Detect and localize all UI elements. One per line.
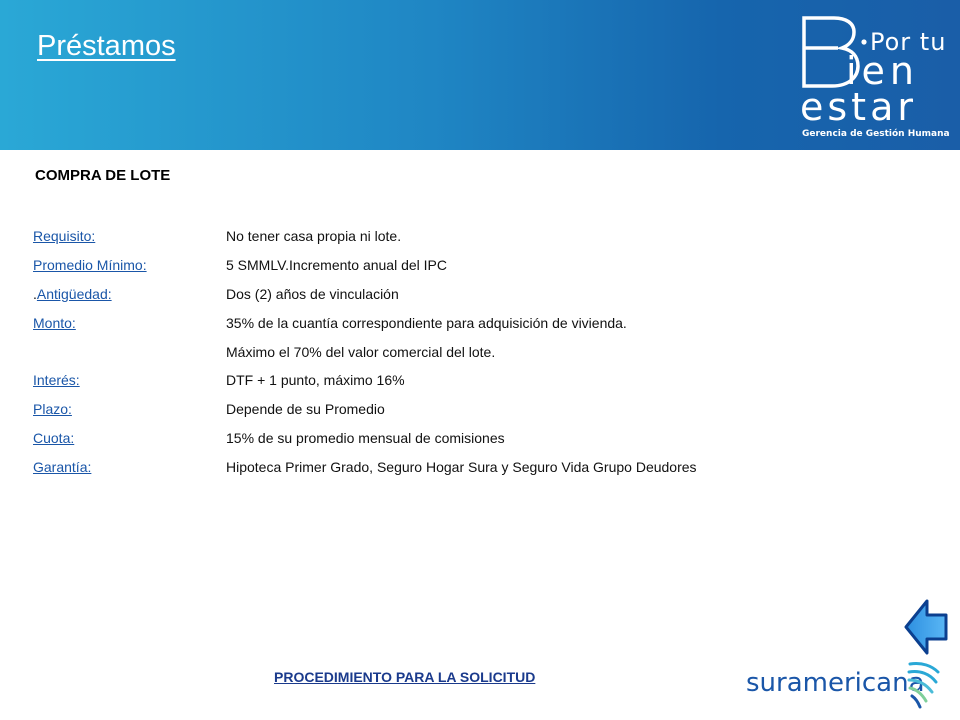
row-prefix: . <box>33 286 37 302</box>
value-monto: 35% de la cuantía correspondiente para adquisición de vivienda. <box>226 315 627 331</box>
label-promedio-link[interactable]: Promedio Mínimo: <box>33 257 147 273</box>
value-antiguedad: Dos (2) años de vinculación <box>226 286 399 302</box>
label-garantia-link[interactable]: Garantía: <box>33 459 92 475</box>
suramericana-logo <box>746 658 946 710</box>
info-row-garantia <box>0 457 960 477</box>
info-row-monto <box>0 313 960 333</box>
label-monto-link[interactable]: Monto: <box>33 315 76 331</box>
info-row-interes <box>0 370 960 390</box>
info-row-promedio <box>0 255 960 275</box>
value-cuota: 15% de su promedio mensual de comisiones <box>226 430 505 446</box>
label-antiguedad-link[interactable]: Antigüedad: <box>36 286 112 302</box>
brand-name: suramericana <box>746 668 925 698</box>
value-interes: DTF + 1 punto, máximo 16% <box>226 372 405 388</box>
logo-line-estar: estar <box>800 85 917 129</box>
procedure-link[interactable]: PROCEDIMIENTO PARA LA SOLICITUD <box>274 669 536 685</box>
value-garantia: Hipoteca Primer Grado, Seguro Hogar Sura y Seguro Vida Grupo Deudores <box>226 459 697 475</box>
value-plazo: Depende de su Promedio <box>226 401 385 417</box>
info-row-cuota <box>0 428 960 448</box>
sura-wave-icon <box>906 658 942 710</box>
info-row-monto-continuation <box>0 342 960 362</box>
label-cuota-link[interactable]: Cuota: <box>33 430 75 446</box>
logo-line-ien: ien <box>846 49 920 93</box>
label-interes-link[interactable]: Interés: <box>33 372 80 388</box>
label-requisito-link[interactable]: Requisito: <box>33 228 96 244</box>
info-row-antiguedad <box>0 284 960 304</box>
value-monto-max: Máximo el 70% del valor comercial del lote. <box>226 344 496 360</box>
info-row-plazo <box>0 399 960 419</box>
value-promedio: 5 SMMLV.Incremento anual del IPC <box>226 257 448 273</box>
info-row-requisito <box>0 226 960 246</box>
logo-line-por-tu: Por tu <box>870 28 947 56</box>
page-title[interactable]: Préstamos <box>37 30 176 62</box>
label-plazo-link[interactable]: Plazo: <box>33 401 72 417</box>
value-requisito: No tener casa propia ni lote. <box>226 228 402 244</box>
bienestar-logo <box>798 12 948 142</box>
header-banner <box>0 0 960 150</box>
section-title: COMPRA DE LOTE <box>35 167 171 184</box>
logo-subtitle: Gerencia de Gestión Humana <box>802 129 950 139</box>
back-arrow-icon[interactable] <box>903 598 949 656</box>
